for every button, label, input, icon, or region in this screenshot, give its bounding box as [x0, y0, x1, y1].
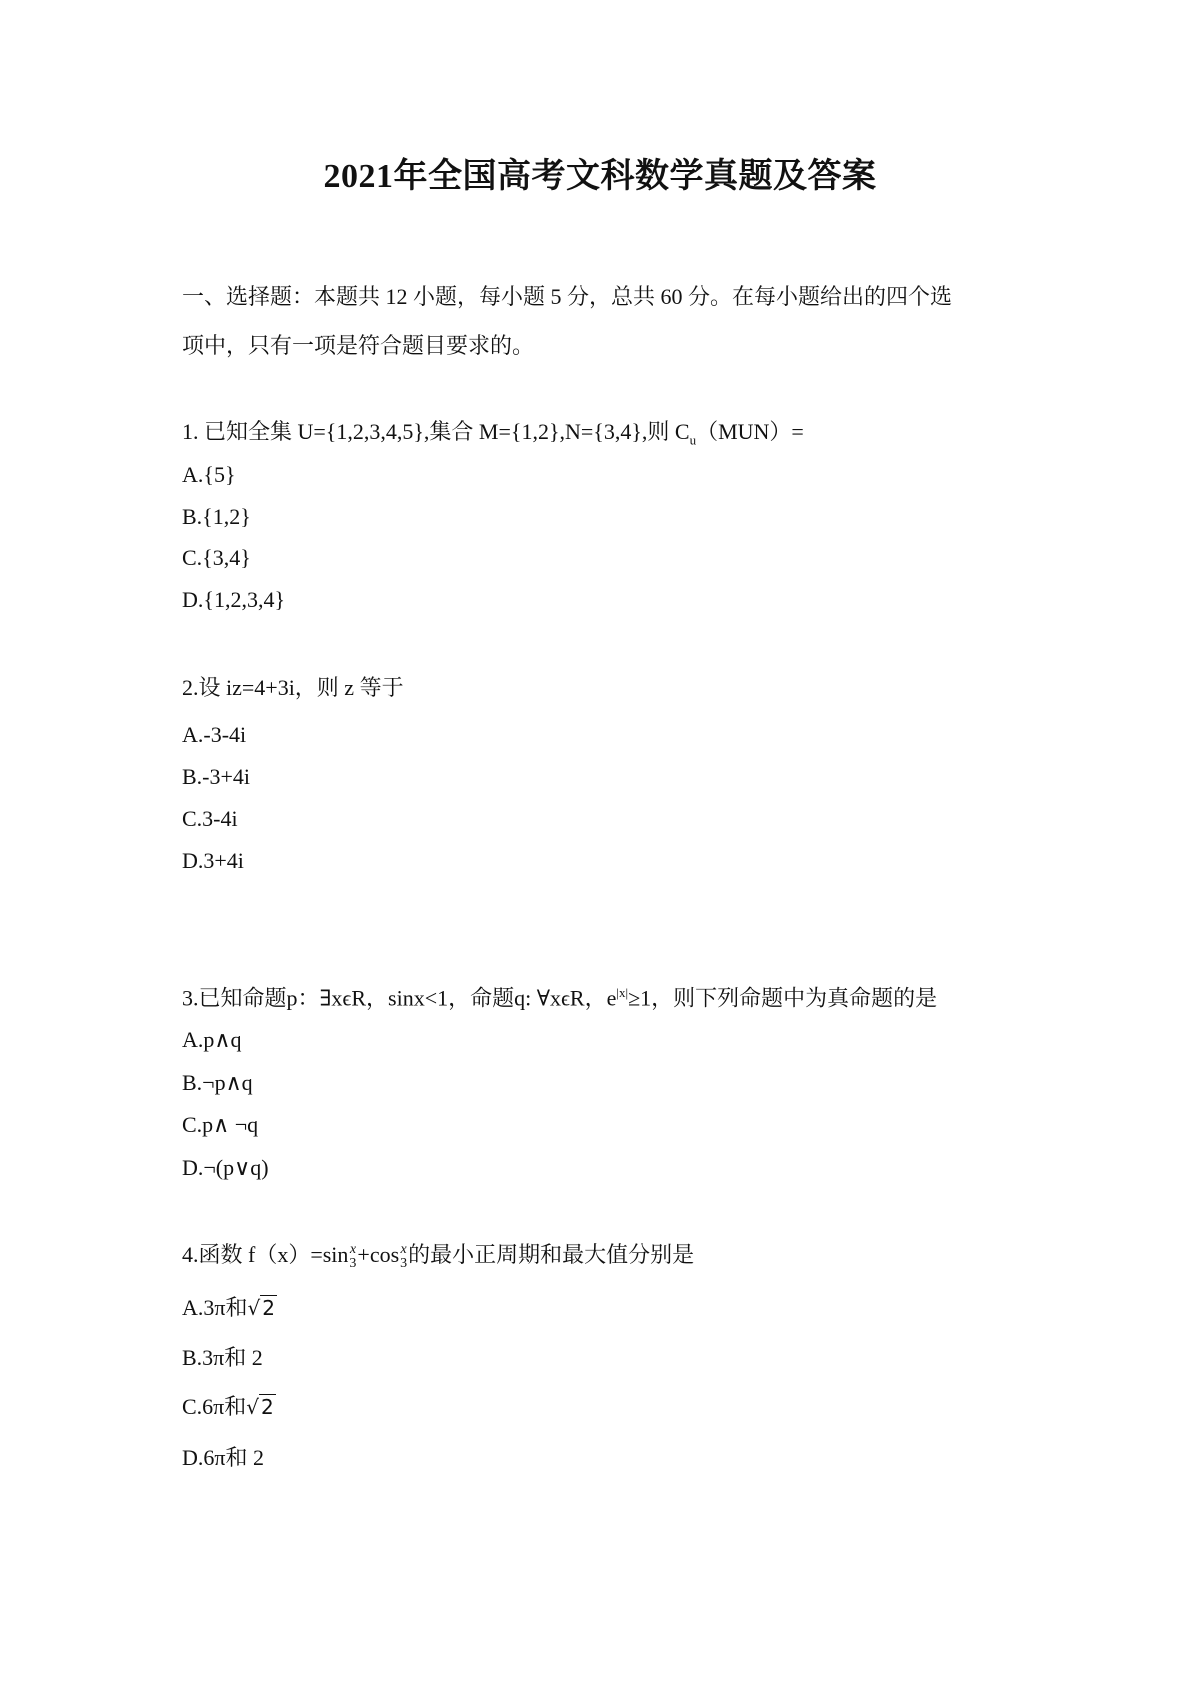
question-2-option-c: C.3-4i — [182, 806, 238, 831]
question-4-option-c-text: C.6π和 — [182, 1394, 247, 1419]
question-3-stem-superscript: |x| — [616, 985, 629, 1000]
question-2-stem: 2.设 iz=4+3i，则 z 等于 — [182, 675, 404, 700]
question-4-fraction-cos — [400, 1243, 407, 1271]
question-3-option-c: C.p∧ ¬q — [182, 1112, 259, 1137]
square-root-icon: √ 2 — [247, 1296, 275, 1320]
question-3-option-a: A.p∧q — [182, 1027, 242, 1052]
fraction-denominator: 3 — [400, 1255, 408, 1271]
question-1-option-a: A.{5} — [182, 462, 236, 487]
question-3-stem — [182, 978, 937, 1013]
question-4-stem-mid: +cos — [357, 1242, 400, 1267]
fraction-denominator: 3 — [349, 1255, 357, 1271]
section-instructions-line-1: 一、选择题：本题共 12 小题，每小题 5 分，总共 60 分。在每小题给出的四个选 — [182, 284, 953, 309]
question-1-option-d: D.{1,2,3,4} — [182, 587, 286, 612]
question-3-option-b: B.¬p∧q — [182, 1070, 253, 1095]
question-4-option-a — [182, 1293, 277, 1323]
question-1-stem — [182, 417, 804, 455]
square-root-icon: √ 2 — [246, 1395, 274, 1419]
question-4-option-a-text: A.3π和 — [182, 1295, 248, 1320]
radicand: 2 — [262, 1296, 275, 1320]
question-4-stem-prefix: 4.函数 f（x）=sin — [182, 1242, 349, 1267]
question-4-option-d: D.6π和 2 — [182, 1445, 264, 1470]
question-4-stem-suffix: 的最小正周期和最大值分别是 — [408, 1242, 695, 1267]
fraction-numerator: x — [400, 1241, 407, 1257]
fraction-numerator: x — [349, 1241, 357, 1257]
question-4-stem — [182, 1240, 694, 1271]
section-instructions-line-2: 项中，只有一项是符合题目要求的。 — [182, 333, 535, 358]
question-3-option-d: D.¬(p∨q) — [182, 1155, 269, 1180]
question-1-option-c: C.{3,4} — [182, 545, 251, 570]
question-3-stem-suffix: ≥1，则下列命题中为真命题的是 — [628, 985, 938, 1011]
question-1-stem-suffix: （MUN）= — [696, 419, 804, 444]
question-1-stem-prefix: 1. 已知全集 U={1,2,3,4,5},集合 M={1,2},N={3,4},则 C — [182, 419, 690, 444]
question-2-option-b: B.-3+4i — [182, 764, 251, 789]
question-2-option-a: A.-3-4i — [182, 722, 247, 747]
page-title: 2021年全国高考文科数学真题及答案 — [323, 158, 877, 195]
question-2-option-d: D.3+4i — [182, 848, 244, 873]
question-3-stem-prefix: 3.已知命题p：∃xϵR，sinx<1，命题q: ∀xϵR，e — [182, 985, 617, 1011]
radicand: 2 — [261, 1395, 274, 1419]
question-4-option-b: B.3π和 2 — [182, 1345, 263, 1370]
question-4-option-c — [182, 1392, 276, 1422]
question-1-option-b: B.{1,2} — [182, 504, 251, 529]
question-1-stem-subscript: u — [689, 432, 697, 448]
question-4-fraction-sin — [349, 1243, 356, 1271]
